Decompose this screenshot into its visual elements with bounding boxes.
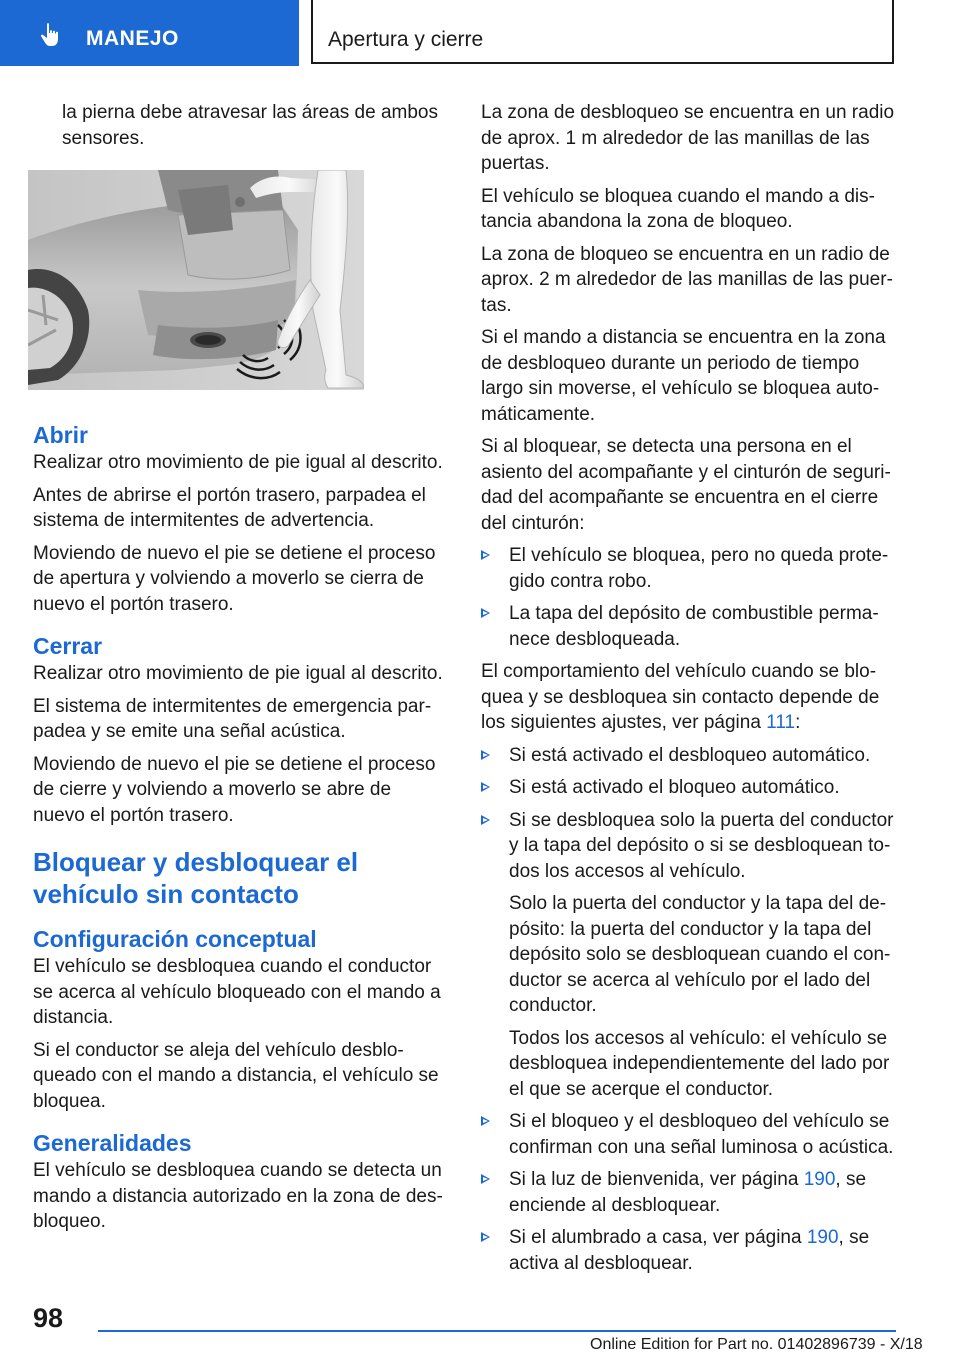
- heading-generalidades: Generalidades: [33, 1130, 192, 1156]
- left-column-body: [33, 420, 448, 1242]
- triangle-bullet-icon: [481, 750, 490, 760]
- heading-config: Configuración conceptual: [33, 926, 317, 952]
- section-tab: [0, 0, 299, 66]
- cerrar-p3: Moviendo de nuevo el pie se detiene el proceso de cierre y volviendo a moverlo se abre de nuevo el portón trasero.: [33, 753, 436, 826]
- config-p1: El vehículo se desbloquea cuando el conductor se acerca al vehículo bloqueado con el mando a distancia.: [33, 956, 441, 1028]
- list-item: La tapa del depósito de combustible permanece desbloqueada.: [481, 601, 901, 652]
- abrir-p1: Realizar otro movimiento de pie igual al descrito.: [33, 452, 443, 473]
- triangle-bullet-icon: [481, 1116, 490, 1126]
- right-p3: La zona de bloqueo se encuentra en un radio de aprox. 2 m alrededor de las manillas de las puertas.: [481, 243, 893, 316]
- heading-bloquear: Bloquear y desbloquear el vehículo sin contacto: [33, 847, 359, 909]
- section-label: MANEJO: [86, 27, 179, 50]
- page-link-190[interactable]: 190: [806, 1227, 839, 1248]
- triangle-bullet-icon: [481, 782, 490, 792]
- right-p2: El vehículo se bloquea cuando el mando a distancia abandona la zona de bloqueo.: [481, 185, 875, 232]
- list-item: Si la luz de bienvenida, ver página 190, se enciende al desbloquear.: [481, 1167, 901, 1218]
- triangle-bullet-icon: [481, 550, 490, 560]
- triangle-bullet-icon: [481, 608, 490, 618]
- page-link-111[interactable]: 111: [766, 712, 796, 733]
- abrir-p2: Antes de abrirse el portón trasero, parpadea el sistema de intermitentes de advertencia.: [33, 484, 426, 531]
- list-item: Si el alumbrado a casa, ver página 190, se activa al desbloquear.: [481, 1225, 901, 1276]
- sub-paragraph: Todos los accesos al vehículo: el vehículo se desbloquea independientemente del lado por el que se acerque el conductor.: [509, 1027, 890, 1100]
- chapter-title-box: [311, 0, 894, 64]
- page-number: 98: [33, 1303, 64, 1333]
- footer-divider: [98, 1330, 896, 1332]
- heading-cerrar: Cerrar: [33, 633, 103, 659]
- triangle-bullet-icon: [481, 1232, 490, 1242]
- list-item: Si está activado el desbloqueo automático.: [481, 743, 901, 769]
- general-p1: El vehículo se desbloquea cuando se detecta un mando a distancia autorizado en la zona de desbloqueo.: [33, 1160, 443, 1232]
- triangle-bullet-icon: [481, 1174, 490, 1184]
- right-p6: El comportamiento del vehículo cuando se bloquea y se desbloquea sin contacto depende de los siguientes ajustes, ver página 111:: [481, 661, 880, 733]
- abrir-p3: Moviendo de nuevo el pie se detiene el proceso de apertura y volviendo a moverlo se cierra de nuevo el portón trasero.: [33, 542, 436, 615]
- tailgate-foot-sensor-illustration: [28, 170, 364, 390]
- cerrar-p2: El sistema de intermitentes de emergencia parpadea y se emite una señal acústica.: [33, 695, 432, 742]
- right-p5: Si al bloquear, se detecta una persona en el asiento del acompañante y el cinturón de seguridad del acompañante se encuentra en el cierre del cinturón:: [481, 436, 891, 534]
- list-item: Si el bloqueo y el desbloqueo del vehículo se confirman con una señal luminosa o acústica.: [481, 1109, 901, 1160]
- intro-paragraph: la pierna debe atravesar las áreas de ambos sensores.: [62, 102, 439, 149]
- chapter-title: Apertura y cierre: [328, 28, 484, 51]
- cerrar-p1: Realizar otro movimiento de pie igual al descrito.: [33, 663, 443, 684]
- list-item: Si se desbloquea solo la puerta del conductor y la tapa del depósito o si se desbloquean todos los accesos al vehículo.: [481, 808, 901, 885]
- list-item: El vehículo se bloquea, pero no queda protegido contra robo.: [481, 543, 901, 594]
- hand-pointer-icon: [38, 22, 64, 48]
- edition-note: Online Edition for Part no. 01402896739 - X/18: [590, 1336, 923, 1353]
- page-header: [0, 0, 960, 66]
- heading-abrir: Abrir: [33, 422, 88, 448]
- right-column: [481, 100, 901, 1283]
- right-p4: Si el mando a distancia se encuentra en la zona de desbloqueo durante un periodo de tiempo largo sin moverse, el vehículo se bloquea automáticamente.: [481, 327, 886, 425]
- sub-paragraph: Solo la puerta del conductor y la tapa del depósito: la puerta del conductor y la tapa del depósito solo se desbloquean cuando el conductor se acerca al vehículo por el lado del conductor.: [509, 893, 891, 1016]
- left-column: [33, 100, 448, 158]
- page-link-190[interactable]: 190: [803, 1169, 836, 1190]
- right-p1: La zona de desbloqueo se encuentra en un radio de aprox. 1 m alrededor de las manillas de las puertas.: [481, 102, 895, 174]
- config-p2: Si el conductor se aleja del vehículo desbloqueado con el mando a distancia, el vehículo se bloquea.: [33, 1039, 439, 1112]
- triangle-bullet-icon: [481, 815, 490, 825]
- list-item: Si está activado el bloqueo automático.: [481, 775, 901, 801]
